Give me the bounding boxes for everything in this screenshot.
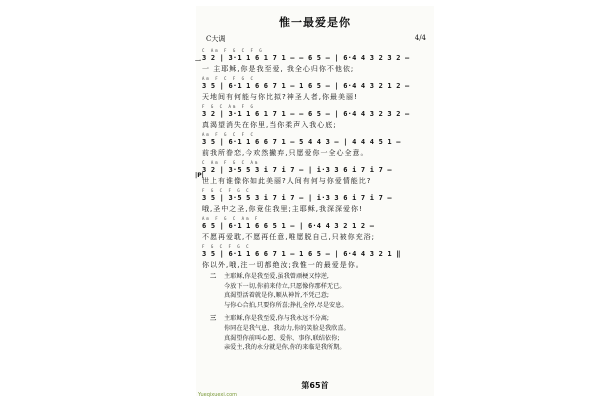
verses (210, 272, 430, 357)
page-number: 第65首 (301, 381, 329, 390)
chord-line: F G C F G C (202, 188, 251, 193)
note-line: 3 5 | 6·1 1 6 6 7 1 — 1 6 5 — | 6·4 4 3 2 1 ‖ (202, 250, 401, 258)
verse-line: 主耶稣,你是我至爱,你与我永远不分离; (224, 315, 330, 323)
verse-line: 你同在是我气息、我动力,你的笑脸是我欣喜。 (224, 324, 350, 332)
verse (210, 272, 430, 310)
watermark: Yueqixuexi.com (198, 392, 238, 398)
lyric-line: 一 主耶稣,你是我至爱, 我全心归你不他依; (202, 65, 355, 73)
verse-line: 真渴望你前叫心愿、爱你、事你,联结依你; (224, 334, 340, 342)
lyric-line: 真渴望消失在你里,当你柔声入我心底; (202, 121, 337, 129)
chord-line: C Am F G C Am (202, 160, 260, 165)
time-signature: 4/4 (414, 34, 426, 42)
chord-line: Am F G C Am F (202, 216, 260, 221)
hymn-title: 惟一最爱是你 (279, 16, 351, 29)
side-mark: 一 (195, 58, 202, 65)
chord-line: F G C F G C (202, 244, 251, 249)
verse-line: 今放下一切,你前来侍立,只愿像你那样无已。 (224, 282, 346, 290)
verse-line: 亲爱主,我的永分就是你,你的来临是我所期。 (224, 344, 346, 352)
hymn-page (196, 6, 434, 396)
note-line: 3 2 | 3·1 1 6 1 7 1 — — 6 5 — | 6·4 4 3 2 3 2 — (202, 54, 410, 62)
verse (210, 314, 430, 352)
verse-line: 真渴望活着就是你,顺从神旨,不凭己意; (224, 292, 330, 300)
lyric-line: 前我所眷恋,今欢然撇弃,只愿爱你一全心全意。 (202, 149, 369, 157)
note-line: 3 5 | 6·1 1 6 6 7 1 — 1 6 5 — | 6·4 4 3 2 1 2 — (202, 82, 410, 90)
lyric-line: 世上有谁像你如此美丽?人间有何与你爱情能比? (202, 177, 372, 185)
key-signature: C大调 (206, 35, 226, 43)
lyric-line: 哦,圣中之圣,你竟住我里;主耶稣,我深深爱你! (202, 205, 363, 213)
note-line: 6 5 | 6·1 1 6 6 5 1 — | 6·4 4 3 2 1 2 — (202, 222, 375, 230)
verse-line: 主耶稣,你是我至爱,虽我曾顽梗又悖逆, (224, 273, 329, 280)
lyric-line: 不愿再爱耽,不愿再任意,唯愿脱自己,只被你充浴; (202, 233, 376, 241)
note-line: 3 2 | 3·1 1 6 1 7 1 — — 6 5 — | 6·4 4 3 2 3 2 — (202, 110, 410, 118)
verse-number: 三 (210, 315, 217, 323)
verse-number: 二 (210, 273, 217, 280)
chord-line: Am F G C F C (202, 132, 255, 137)
note-line: 3 2 | 3·5 5 3 i 7 i 7 — | i·3 3 6 i 7 i 7 — (202, 166, 392, 174)
verse-line: 与你心合拍,只要你所喜;挣扎全停,尽是安息。 (224, 301, 348, 309)
chord-line: Am F C F G C (202, 76, 255, 81)
side-mark: |P| (195, 172, 204, 179)
lyric-line: 你以外,哦,注一切都绝汝;我惟一的最爱是你。 (202, 261, 364, 269)
lyric-line: 天地间有何能与你比拟?神圣人者,你最美丽! (202, 93, 358, 101)
chord-line: C Am F G C F G (202, 48, 264, 53)
note-line: 3 5 | 6·1 1 6 6 7 1 — 5 4 4 3 — | 4 4 4 5 1 — (202, 138, 401, 146)
chord-line: F G C Am F G (202, 104, 255, 109)
note-line: 3 5 | 3·5 5 3 i 7 i 7 — | i·3 3 6 i 7 i 7 — (202, 194, 392, 202)
